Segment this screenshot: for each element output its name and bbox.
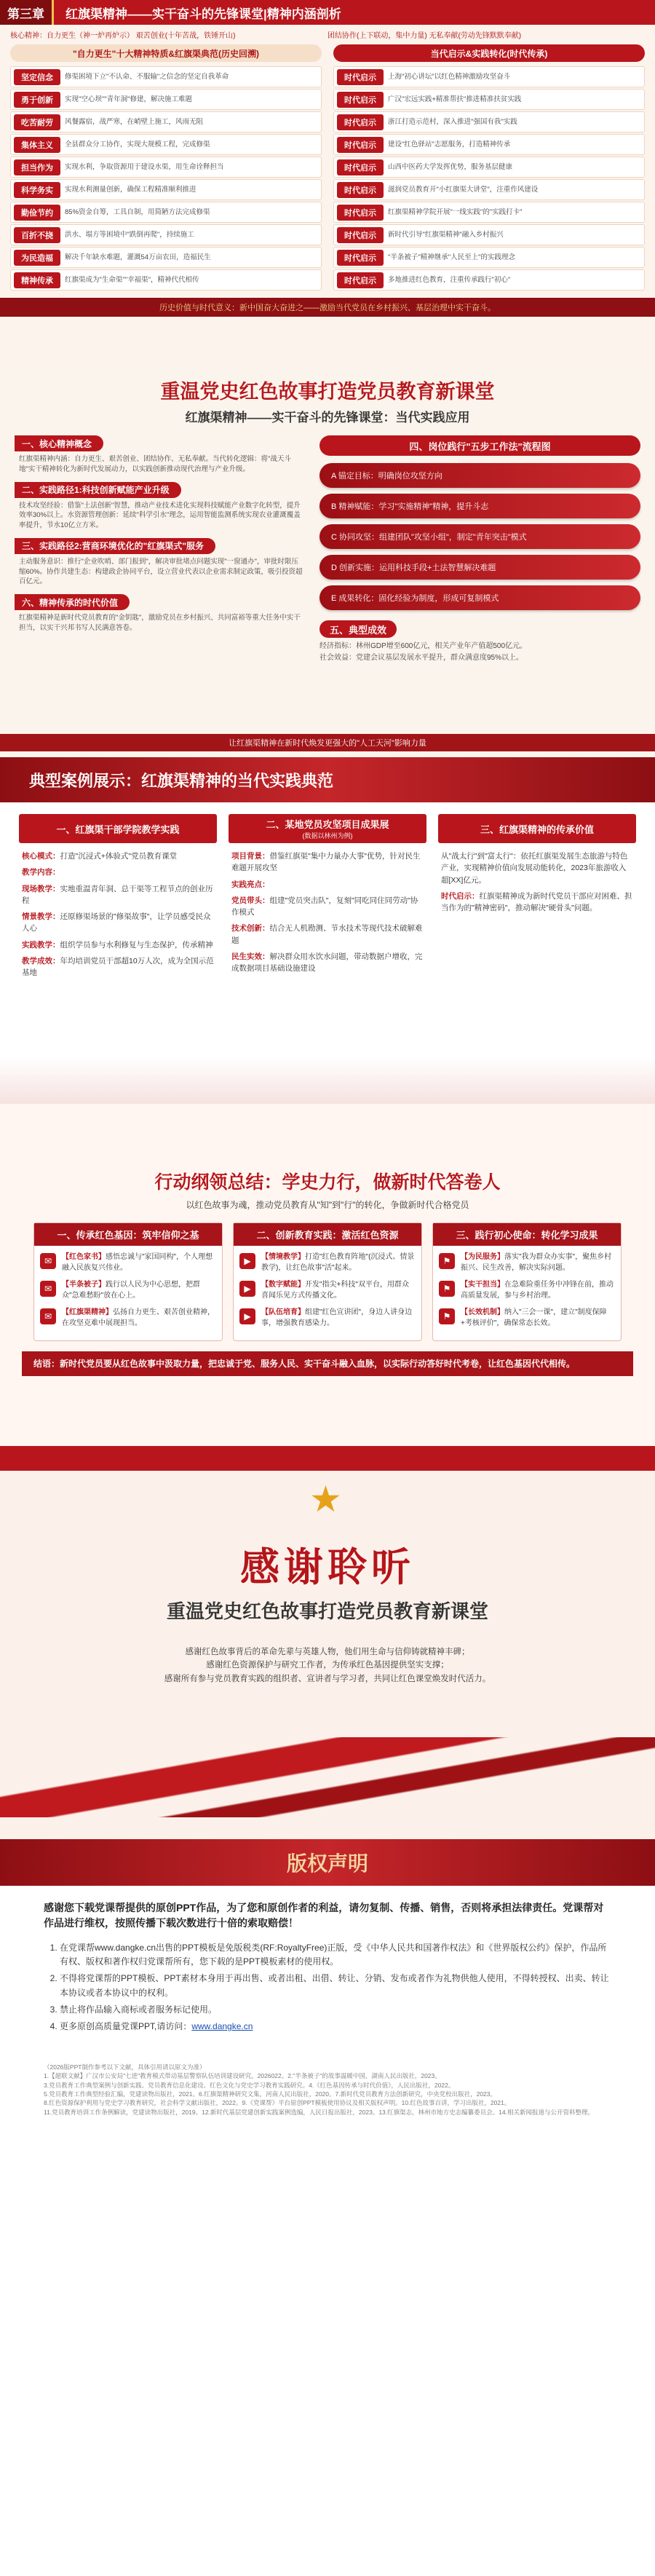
action-icon: ▶ xyxy=(239,1281,255,1297)
trait-text: 山西中医药大学发挥优势，服务基层健康 xyxy=(388,162,513,171)
thanks-description xyxy=(0,1645,655,1686)
practice-subtitle: 红旗渠精神——实干奋斗的先锋课堂：当代实践应用 xyxy=(185,411,470,424)
trait-row xyxy=(333,89,645,110)
modern-column xyxy=(333,44,645,292)
case-paragraph xyxy=(441,850,633,886)
action-column-head: 一、传承红色基因：筑牢信仰之基 xyxy=(34,1223,222,1246)
thanks-line: 感谢红色故事背后的革命先辈与英雄人物，他们用生命与信仰铸就精神丰碑； xyxy=(185,1648,470,1656)
workflow-title: 四、岗位践行"五步工作法"流程图 xyxy=(319,435,640,456)
case-text: 组织学员参与水利修复与生态保护，传承精神 xyxy=(60,940,213,949)
trait-text: 风餐露宿，战严寒，在峭壁上施工，风雨无阻 xyxy=(65,117,204,126)
trait-text: 红旗渠成为"生命渠""幸福渠"，精神代代相传 xyxy=(65,275,199,284)
trait-row xyxy=(333,66,645,87)
trait-row xyxy=(10,202,322,223)
trait-text: 多地推进红色教育，注重传承践行"初心" xyxy=(388,275,511,284)
case-column-title: 二、某地党员攻坚项目成果展 xyxy=(266,819,389,830)
action-label: 【队伍培育】 xyxy=(261,1308,305,1316)
case-text: 年均培训党员干部超10万人次，成为全国示范基地 xyxy=(22,956,214,978)
trait-tag: 时代启示 xyxy=(337,227,384,243)
site-link[interactable]: www.dangke.cn xyxy=(191,2020,253,2031)
copyright-item: 4. 更多原创高质量党课PPT,请访问：www.dangke.cn xyxy=(60,2020,611,2034)
copyright-body xyxy=(0,1886,655,2034)
history-rows xyxy=(10,66,322,291)
trait-row xyxy=(10,269,322,291)
case-column xyxy=(19,814,217,983)
copyright-header xyxy=(0,1839,655,1886)
case-column-title: 一、红旗渠干部学院教学实践 xyxy=(56,823,180,835)
case-paragraph xyxy=(22,866,214,878)
trait-text: 实现"空心坝""青年洞"修建，解决施工难题 xyxy=(65,95,192,103)
action-section xyxy=(0,1104,655,1446)
modern-rows xyxy=(333,66,645,291)
case-label: 民生实效： xyxy=(231,952,270,961)
practice-block xyxy=(15,435,309,478)
case-column-head xyxy=(438,814,636,843)
practice-block-text: 红旗渠精神内涵：自力更生、艰苦创业、团结协作、无私奉献。当代转化逻辑：将"战天斗地"实干精神转化为新时代发展动力，以实践创新推动现代治理与产业升级。 xyxy=(19,455,291,473)
trait-text: 解决千年缺水难题，灌溉54万亩农田，造福民生 xyxy=(65,253,211,261)
subtitle-right: 团结协作(上下联动，集中力量) 无私奉献(劳动先锋默默奉献) xyxy=(328,32,522,40)
trait-text: 修渠困境下立"不认命、不服输"之信念的坚定自我革命 xyxy=(65,72,229,81)
case-text: 结合无人机勘测、节水技术等现代技术破解难题 xyxy=(231,924,423,945)
ribbon-decoration xyxy=(0,1737,655,1817)
practice-block-head: 一、核心精神概念 xyxy=(15,435,103,451)
case-paragraph xyxy=(22,883,214,907)
workflow-step: A 锚定目标：明确岗位攻坚方向 xyxy=(319,463,640,488)
trait-text: "半条被子"精神继承"人民至上"的实践理念 xyxy=(388,253,515,261)
practice-section xyxy=(0,364,655,757)
practice-block xyxy=(15,538,309,590)
action-label: 【为民服务】 xyxy=(461,1253,504,1261)
thanks-line: 感谢所有参与党员教育实践的组织者、宣讲者与学习者，共同让红色课堂焕发时代活力。 xyxy=(164,1674,491,1683)
cases-title: 典型案例展示：红旗渠精神的当代实践典范 xyxy=(29,771,334,790)
case-label: 技术创新： xyxy=(231,924,270,933)
trait-row xyxy=(10,157,322,178)
trait-tag: 集体主义 xyxy=(14,137,60,153)
workflow-step: E 成果转化：固化经验为制度，形成可复制模式 xyxy=(319,585,640,610)
practice-block-head: 六、精神传承的时代价值 xyxy=(15,594,130,610)
case-column-text xyxy=(19,850,217,979)
case-paragraph xyxy=(231,922,424,947)
action-column-head: 三、践行初心使命：转化学习成果 xyxy=(433,1223,621,1246)
action-items xyxy=(234,1246,421,1340)
trait-row xyxy=(333,111,645,133)
cases-header xyxy=(0,757,655,802)
cases-columns xyxy=(0,802,655,983)
thanks-top-bar xyxy=(0,1446,655,1471)
case-column-note: (数据以林州为例) xyxy=(302,832,353,839)
workflow-step: D 创新实施：运用科技手段+土法智慧解决难题 xyxy=(319,555,640,580)
footnote-line: 3.党员教育工作典型案例与创新实践、党员教育信息化建设、红色文化与党史学习教育实践研究。4.《红色基因传承与时代价值》，人民出版社，2022。 xyxy=(44,2081,455,2089)
trait-row xyxy=(333,157,645,178)
action-text: 打造"红色教育阵地"(沉浸式、情景教学)，让红色故事"活"起来。 xyxy=(261,1253,415,1272)
case-label: 时代启示： xyxy=(441,891,480,901)
trait-row xyxy=(10,66,322,87)
case-label: 项目背景： xyxy=(231,852,270,861)
case-label: 教学内容： xyxy=(22,868,60,877)
practice-block-text: 红旗渠精神是新时代党员教育的"金钥匙"，激励党员在乡村振兴、共同富裕等重大任务中实干担当，以实干兴邦书写人民满意答卷。 xyxy=(19,614,301,632)
case-label: 党员带头： xyxy=(231,896,270,905)
chapter-columns xyxy=(0,44,655,292)
action-items xyxy=(34,1246,222,1340)
action-label: 【半条被子】 xyxy=(62,1281,106,1289)
trait-text: 全县群众分工协作，实现大规模工程，完成修渠 xyxy=(65,140,210,149)
case-column-head xyxy=(19,814,217,843)
action-column xyxy=(233,1222,422,1341)
copyright-list xyxy=(44,1941,611,2034)
action-item xyxy=(239,1279,416,1301)
action-icon: ✉ xyxy=(40,1308,56,1324)
trait-row xyxy=(10,179,322,200)
trait-text: 浙江打造示范村，深入推进"强国有我"实践 xyxy=(388,117,517,126)
trait-tag: 时代启示 xyxy=(337,114,384,130)
practice-block xyxy=(15,482,309,534)
trait-text: 洪水、塌方等困境中"跌倒再爬"，持续施工 xyxy=(65,230,194,239)
copyright-item: 3. 禁止将作品输入商标或者服务标记使用。 xyxy=(60,2003,611,2017)
case-text: 打造"沉浸式+体验式"党员教育课堂 xyxy=(60,852,178,861)
trait-text: 上海"初心讲坛"以红色精神激励攻坚奋斗 xyxy=(388,72,511,81)
practice-block-head: 三、实践路径2:营商环境优化的"红旗渠式"服务 xyxy=(15,538,215,554)
action-label: 【情境教学】 xyxy=(261,1253,305,1261)
action-text: 践行以人民为中心思想，把群众"急难愁盼"放在心上。 xyxy=(62,1281,200,1300)
action-label: 【红色家书】 xyxy=(62,1253,106,1261)
action-items xyxy=(433,1246,621,1340)
trait-tag: 担当作为 xyxy=(14,159,60,175)
action-icon: ▶ xyxy=(239,1253,255,1269)
workflow-steps xyxy=(319,463,640,610)
action-icon: ✉ xyxy=(40,1281,56,1297)
trait-text: 实现水利测量创新，确保工程精准顺利推进 xyxy=(65,185,196,194)
trait-tag: 百折不挠 xyxy=(14,227,60,243)
chapter-number: 第三章 xyxy=(0,0,54,25)
trait-row xyxy=(10,224,322,245)
case-column xyxy=(438,814,636,983)
action-item xyxy=(439,1252,615,1273)
action-column xyxy=(432,1222,622,1341)
case-label: 核心模式： xyxy=(22,852,60,861)
trait-row xyxy=(333,247,645,268)
results-head: 五、典型成效 xyxy=(319,620,397,638)
case-text: 组建"党员突击队"，复刻"同吃同住同劳动"协作模式 xyxy=(231,896,418,917)
practice-band: 让红旗渠精神在新时代焕发更强大的"人工天河"影响力量 xyxy=(0,734,655,751)
copyright-item: 1. 在党课帮www.dangke.cn出售的PPT模板是免版税类(RF:RoyaltyFree)正版，受《中华人民共和国著作权法》和《世界版权公约》保护，作品所有权、版权和著作权归党课帮所有，您下载的是PPT模板素材的使用权。 xyxy=(60,1941,611,1969)
trait-tag: 勤俭节约 xyxy=(14,205,60,221)
footnote-line: 8.红色资源保护利用与党史学习教育研究，社会科学文献出版社，2022。9.《党课帮》平台原创PPT模板使用协议及相关版权声明。10.红色故事百讲，学习出版社，2021。 xyxy=(44,2099,511,2107)
case-column xyxy=(229,814,426,983)
trait-row xyxy=(10,111,322,133)
trait-text: 新时代引导"红旗渠精神"融入乡村振兴 xyxy=(388,230,504,239)
practice-title-block xyxy=(0,364,655,425)
case-column-text xyxy=(229,850,426,974)
action-item xyxy=(40,1252,216,1273)
result-item: 经济指标：林州GDP增至600亿元，相关产业年产值超500亿元。 xyxy=(319,642,528,650)
action-subtitle: 以红色故事为魂，推动党员教育从"知"到"行"的转化，争做新时代合格党员 xyxy=(186,1200,469,1210)
trait-tag: 时代启示 xyxy=(337,69,384,85)
results-list xyxy=(319,641,640,664)
thanks-line: 感谢红色资源保护与研究工作者，为传承红色基因提供坚实支撑； xyxy=(206,1661,449,1670)
action-text: 落实"我为群众办实事"，聚焦乡村振兴、民生改善，解决实际问题。 xyxy=(461,1253,612,1272)
trait-row xyxy=(333,269,645,291)
action-text: 在急难险重任务中冲锋在前，推动高质量发展，参与乡村治理。 xyxy=(461,1281,614,1300)
trait-text: 实现水利，争取资源用于建设水渠，用生命诠释担当 xyxy=(65,162,224,171)
trait-tag: 坚定信念 xyxy=(14,69,60,85)
result-item: 社会效益：党建会议基层发展水平提升，群众满意度95%以上。 xyxy=(319,654,524,662)
case-paragraph xyxy=(22,850,214,862)
trait-text: 建设"红色驿站"志愿服务，打造精神传承 xyxy=(388,140,511,149)
trait-tag: 时代启示 xyxy=(337,205,384,221)
footnotes xyxy=(0,2036,655,2117)
trait-text: 广汉"宏远实践+精准帮扶"推进精准扶贫实践 xyxy=(388,95,522,103)
action-column xyxy=(33,1222,223,1341)
trait-tag: 时代启示 xyxy=(337,182,384,198)
case-paragraph xyxy=(22,939,214,951)
workflow-step: C 协同攻坚：组建团队"攻坚小组"，制定"青年突击"模式 xyxy=(319,524,640,549)
thanks-subtitle: 重温党史红色故事打造党员教育新课堂 xyxy=(166,1600,488,1622)
action-title: 行动纲领总结：学史力行，做新时代答卷人 xyxy=(154,1172,501,1193)
action-title-block xyxy=(0,1104,655,1211)
trait-row xyxy=(333,224,645,245)
practice-title: 重温党史红色故事打造党员教育新课堂 xyxy=(160,381,495,403)
action-item xyxy=(439,1279,615,1301)
footnote-line: 1.【超联文献】广汉市公安局"七进"教育模式带动基层警察队伍培训建设研究。2026022。2."半条被子"的故事温暖中国，湖南人民出版社，2023。 xyxy=(44,2072,441,2080)
footnote-line: （2026版PPT制作参考以下文献，具体引用请以原文为准） xyxy=(44,2063,206,2071)
trait-tag: 精神传承 xyxy=(14,272,60,288)
case-label: 现场教学： xyxy=(22,884,60,893)
action-label: 【红旗渠精神】 xyxy=(62,1308,113,1316)
trait-tag: 为民造福 xyxy=(14,250,60,266)
chapter-band: 历史价值与时代意义：新中国奋大奋进之——激励当代党员在乡村振兴、基层治理中实干奋斗。 xyxy=(0,298,655,317)
action-column-head: 二、创新教育实践：激活红色资源 xyxy=(234,1223,421,1246)
chapter-header xyxy=(0,0,655,25)
case-text: 红旗渠精神成为新时代党员干部应对困难、担当作为的"精神密码"，推动解决"硬骨头"问题。 xyxy=(441,891,632,913)
trait-tag: 科学务实 xyxy=(14,182,60,198)
trait-text: 红旗渠精神学院开展"一线实践"的"实践打卡" xyxy=(388,208,523,216)
case-paragraph xyxy=(22,911,214,935)
case-text: 从"战太行"到"富太行"：依托红旗渠发展生态旅游与特色产业，实现精神价值向发展动能转化，2023年旅游收入超[XX]亿元。 xyxy=(441,852,628,885)
case-text: 实地重温青年洞、总干渠等工程节点的创业历程 xyxy=(22,884,213,905)
action-item xyxy=(239,1307,416,1329)
subtitle-left: 核心精神：自力更生（神一炉再炉示） 艰苦创业(十年苦战，铁锤开山) xyxy=(10,32,236,40)
case-paragraph xyxy=(231,895,424,919)
action-conclusion: 结语：新时代党员要从红色故事中汲取力量，把忠诚于党、服务人民、实干奋斗融入血脉，以实际行动答好时代考卷，让红色基因代代相传。 xyxy=(22,1351,633,1376)
case-column-title: 三、红旗渠精神的传承价值 xyxy=(480,823,594,835)
trait-row xyxy=(333,179,645,200)
case-paragraph xyxy=(231,850,424,874)
case-text: 解决群众用水饮水问题，带动数据户增收，完成数据项目基础设施建设 xyxy=(231,952,423,973)
case-column-text xyxy=(438,850,636,914)
case-label: 情景教学： xyxy=(22,912,60,922)
action-icon: ⚑ xyxy=(439,1281,455,1297)
action-text: 感悟忠诚与"家国同构"，个人理想融入民族复兴伟业。 xyxy=(62,1253,213,1272)
modern-column-head: 当代启示&实践转化(时代传承) xyxy=(333,44,645,62)
thanks-section xyxy=(0,1446,655,1839)
trait-tag: 时代启示 xyxy=(337,159,384,175)
trait-text: 滋润党员教育开"小红旗渠大讲堂"，注重作风建设 xyxy=(388,185,539,194)
trait-row xyxy=(333,134,645,155)
trait-row xyxy=(10,247,322,268)
footnote-line: 11.党员教育培训工作条例解读，党建读物出版社，2019。12.新时代基层党建创新实践案例选编，人民日报出版社，2023。13.红旗渠志，林州市地方史志编纂委员会。14.相关新闻报道与公开资料整理。 xyxy=(44,2108,594,2116)
workflow-panel xyxy=(319,435,640,664)
trait-text: 85%资金自筹，工具自制，用简陋方法完成修渠 xyxy=(65,208,210,216)
trait-tag: 时代启示 xyxy=(337,272,384,288)
action-label: 【实干担当】 xyxy=(461,1281,504,1289)
action-text: 弘扬自力更生、艰苦创业精神，在攻坚克难中展现担当。 xyxy=(62,1308,215,1327)
trait-tag: 勇于创新 xyxy=(14,92,60,108)
case-text: 借鉴红旗渠"集中力量办大事"优势，针对民生难题开展攻坚 xyxy=(231,852,421,873)
action-columns xyxy=(0,1211,655,1341)
action-item xyxy=(239,1252,416,1273)
case-paragraph xyxy=(231,951,424,975)
practice-block-text: 主动服务意识：推行"企业吹哨、部门报到"，解决审批堵点问题实现"一窗通办"，审批时限压缩60%。协作共建生态：构建政企协同平台，设立营业代表以企业需求制定政策，吸引投资超百亿元。 xyxy=(19,557,303,586)
copyright-section xyxy=(0,1839,655,2576)
trait-tag: 吃苦耐劳 xyxy=(14,114,60,130)
case-column-head xyxy=(229,814,426,843)
chapter-three-section xyxy=(0,0,655,364)
action-item xyxy=(40,1307,216,1329)
case-paragraph xyxy=(22,955,214,979)
footnote-line: 5.党员教育工作典型经验汇编，党建读物出版社，2021。6.红旗渠精神研究文集，河南人民出版社，2020。7.新时代党员教育方法创新研究，中央党校出版社，2023。 xyxy=(44,2090,497,2098)
practice-block xyxy=(15,594,309,636)
copyright-lead: 感谢您下载党课帮提供的原创PPT作品，为了您和原创作者的利益，请勿复制、传播、销售，否则将承担法律责任。党课帮对作品进行维权，按照传播下载次数进行十倍的索取赔偿！ xyxy=(44,1902,604,1929)
practice-block-head: 二、实践路径1:科技创新赋能产业升级 xyxy=(15,482,181,498)
star-icon: ★ xyxy=(309,1479,342,1520)
action-text: 开发"指尖+科技"双平台，用群众喜闻乐见方式传播文化。 xyxy=(261,1281,409,1300)
practice-block-text: 技术攻坚经验：借鉴"土法创新"智慧，推动产业技术进化实现科技赋能产业数字化转型，提升效率30%以上。水资源管理创新：延续"科学引水"理念，运用智能监测系统实现农业灌溉覆盖率提升，节水10亿立方米。 xyxy=(19,501,301,530)
copyright-item: 2. 不得将党课帮的PPT模板、PPT素材本身用于再出售、或者出租、出借、转让、分销、发布或者作为礼物供他人使用，不得转授权、出卖、转让本协议或者本协议中的权利。 xyxy=(60,1972,611,1999)
action-item xyxy=(40,1279,216,1301)
case-label: 实践亮点： xyxy=(231,880,270,889)
workflow-step: B 精神赋能：学习"实施精神"精神，提升斗志 xyxy=(319,494,640,518)
chapter-title: 红旗渠精神——实干奋斗的先锋课堂|精神内涵剖析 xyxy=(66,7,341,21)
trait-row xyxy=(333,202,645,223)
cases-decoration xyxy=(0,1057,655,1104)
practice-body xyxy=(0,425,655,664)
case-label: 实践教学： xyxy=(22,940,60,949)
action-icon: ✉ xyxy=(40,1253,56,1269)
action-label: 【长效机制】 xyxy=(461,1308,504,1316)
practice-blocks xyxy=(15,435,309,664)
trait-row xyxy=(10,89,322,110)
history-column xyxy=(10,44,322,292)
chapter-subtitle xyxy=(0,25,655,44)
copyright-title: 版权声明 xyxy=(286,1852,368,1875)
action-icon: ▶ xyxy=(239,1308,255,1324)
action-label: 【数字赋能】 xyxy=(261,1281,305,1289)
action-item xyxy=(439,1307,615,1329)
case-label: 教学成效： xyxy=(22,956,60,965)
trait-tag: 时代启示 xyxy=(337,137,384,153)
case-paragraph xyxy=(231,879,424,890)
history-column-head: "自力更生"十大精神特质&红旗渠典范(历史回溯) xyxy=(10,44,322,62)
case-text: 还原修渠场景的"修渠故事"，让学员感受民众人心 xyxy=(22,912,211,933)
trait-row xyxy=(10,134,322,155)
trait-tag: 时代启示 xyxy=(337,92,384,108)
action-icon: ⚑ xyxy=(439,1253,455,1269)
action-text: 组建"红色宣讲团"，身边人讲身边事，增强教育感染力。 xyxy=(261,1308,413,1327)
thanks-title: 感谢聆听 xyxy=(240,1546,415,1589)
cases-section xyxy=(0,757,655,1104)
case-paragraph xyxy=(441,890,633,914)
trait-tag: 时代启示 xyxy=(337,250,384,266)
action-icon: ⚑ xyxy=(439,1308,455,1324)
action-text: 纳入"三会一课"，建立"制度保障+考核评价"，确保常态长效。 xyxy=(461,1308,607,1327)
